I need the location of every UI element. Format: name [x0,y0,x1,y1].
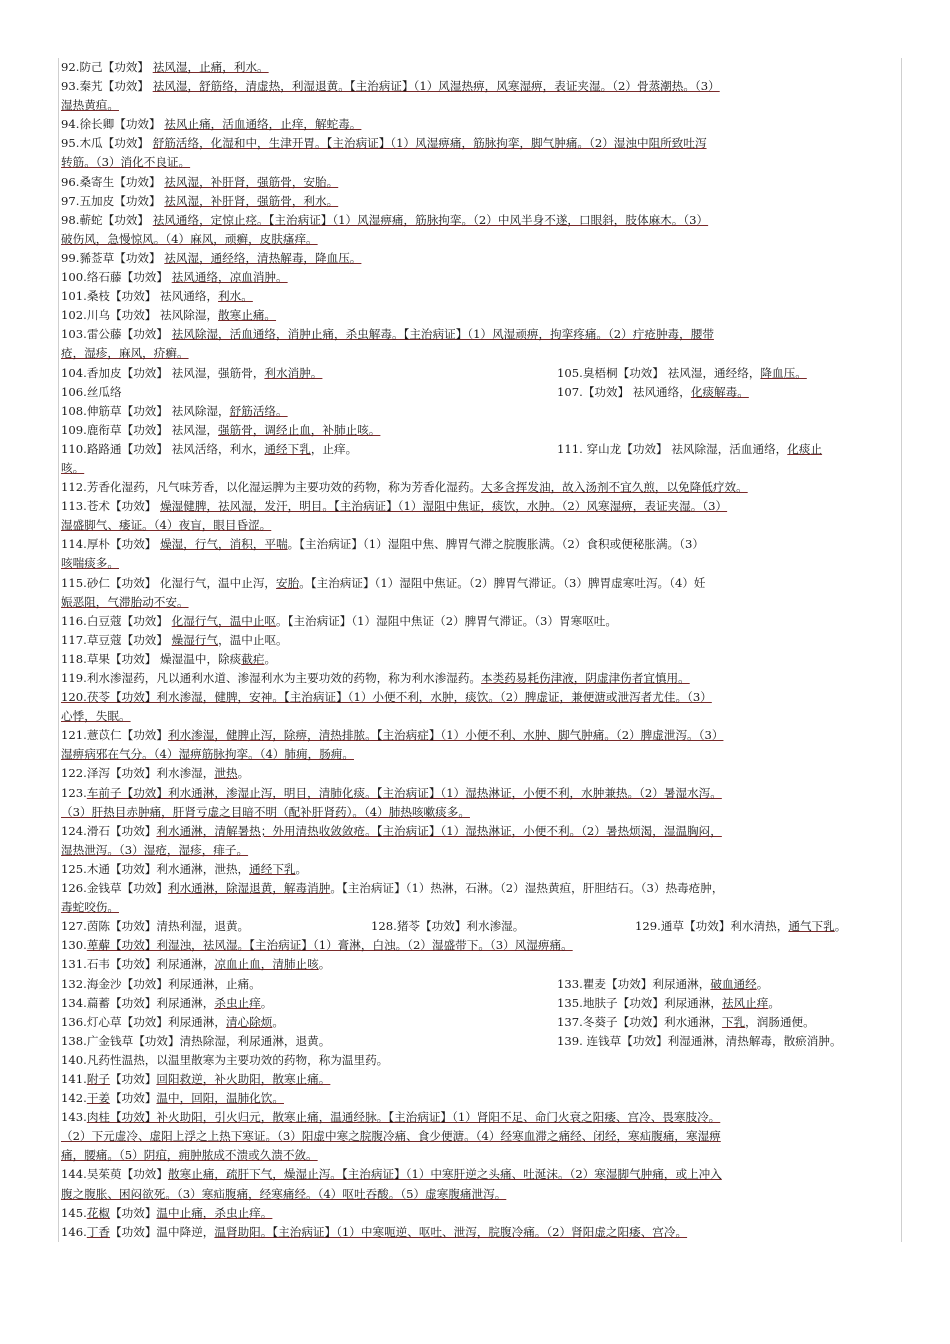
underlined-text: 湿热黄疸。 [61,98,119,113]
text-line [61,249,901,268]
column-entry [557,1013,901,1032]
text-segment: 110.路路通【功效】 祛风活络，利水， [61,441,265,456]
column-entry [61,1013,557,1032]
column-entry [557,364,901,383]
text-segment: 93.秦艽【功效】 [61,79,153,94]
column-entry [61,383,557,402]
underlined-text: 利水通淋，除湿退黄，解毒消肿 [167,881,331,896]
underlined-text: 通气下乳 [788,919,835,934]
text-line [61,917,901,936]
text-line [61,936,901,955]
underlined-text: （3）肝热目赤肿痛，肝肾亏虚之目暗不明（配补肝肾药）。（4）肺热咳嗽痰多。 [61,804,470,819]
text-segment: 96.桑寄生【功效】 [61,174,165,189]
text-line [61,134,901,153]
text-line [61,803,901,822]
underlined-text: 120.茯苓【功效】利水渗湿，健脾，安神。【主治病证】（1）小便不利，水肿，痰饮。（2）脾虚证，兼便溏或泄泻者尤佳。（3） [61,690,712,705]
text-segment: 132.海金沙【功效】利尿通淋，止痛。 [61,976,261,991]
text-segment: 。 [318,957,331,972]
text-line [61,688,901,707]
text-line [61,153,901,172]
text-line [61,268,901,287]
text-segment: 118.草果【功效】 燥湿温中，除痰 [61,651,242,666]
text-segment: 101.桑枝【功效】 祛风通络， [61,289,219,304]
text-line [61,364,901,383]
underlined-text: 干姜 [86,1091,111,1106]
text-line [61,1165,901,1184]
text-line [61,554,901,573]
column-entry [635,917,897,936]
underlined-text: 降血压。 [760,365,807,380]
underlined-text: 燥湿，行气，消积，平喘 [160,537,288,552]
text-segment: 。【主治病证】（1）湿阻中焦证。（2）脾胃气滞证。（3）脾胃虚寒吐泻。（4）妊 [299,575,706,590]
text-line [61,77,901,96]
document-page [58,58,902,1242]
text-line [61,955,901,974]
text-segment: 。 [756,976,769,991]
text-line [61,192,901,211]
text-line [61,325,901,344]
text-line [61,784,901,803]
column-entry [61,917,371,936]
text-line [61,440,901,459]
underlined-text: 破伤风，急慢惊风。（4）麻风，顽癣，皮肤瘙痒。 [61,231,318,246]
text-segment: 98.蕲蛇【功效】 [61,212,153,227]
text-line [61,173,901,192]
text-line [61,1204,901,1223]
text-segment: 134.萹蓄【功效】利尿通淋， [61,995,215,1010]
text-line [61,211,901,230]
text-segment: 94.徐长卿【功效】 [61,117,165,132]
column-entry [557,975,901,994]
text-segment: 141. [61,1071,87,1086]
column-entry [61,364,557,383]
underlined-text: 咳。 [61,460,85,475]
text-segment: 138.广金钱草【功效】清热除湿，利尿通淋，退黄。 [61,1033,331,1048]
underlined-text: 散寒止痛，疏肝下气，燥湿止泻。【主治病证】（1）中寒肝逆之头痛、吐涎沫。（2）寒湿脚气肿痛，或上冲入 [167,1167,722,1182]
text-line [61,1127,901,1146]
underlined-text: 车前子【功效】利水通淋，渗湿止泻，明目，清肺化痰。【主治病证】（1）湿热淋证，小便不利，水肿兼热。（2）暑湿水泻。 [86,785,722,800]
underlined-text: 回阳救逆，补火助阳，散寒止痛。 [156,1071,331,1086]
underlined-text: 祛风通络，定惊止痉。【主治病证】（1）风湿痹痛，筋脉拘挛。（2）中风半身不遂，口眼斜，肢体麻木。（3） [152,212,709,227]
underlined-text: 本类药易耗伤津液，阴虚津伤者宜慎用。 [481,671,690,685]
underlined-text: 清心除烦 [225,1014,273,1029]
text-segment: 【功效】 [110,1071,157,1086]
text-line [61,459,901,478]
underlined-text: 毒蛇咬伤。 [61,900,119,915]
underlined-text: 祛风止痛，活血通络，止痒，解蛇毒。 [164,117,362,132]
underlined-text: 利水。 [218,289,253,304]
text-segment: 128.猪苓【功效】利水渗湿。 [371,919,525,934]
text-line [61,1013,901,1032]
text-line [61,650,901,669]
underlined-text: 腹之腹胀、困闷欲死。（3）寒疝腹痛，经寒痛经。（4）呕吐吞酸。（5）虚寒腹痛泄泻。 [61,1186,507,1201]
underlined-text: 舒筋活络，化湿和中，生津开胃。【主治病证】（1）风湿痹痛，筋脉拘挛，脚气肿痛。（2）湿浊中阻所致吐泻 [152,136,707,151]
column-entry [371,917,635,936]
text-segment: 115.砂仁【功效】 化湿行气，温中止泻， [61,575,277,590]
text-line [61,1146,901,1165]
underlined-text: 下乳 [721,1014,746,1029]
text-line [61,631,901,650]
underlined-text: 祛风湿，通经络，清热解毒，降血压。 [164,250,362,265]
text-line [61,745,901,764]
underlined-text: 萆薢【功效】利湿浊，祛风湿。【主治病证】（1）膏淋，白浊。（2）湿盛带下。（3）风湿痹痛。 [86,938,573,953]
text-segment: 99.豨莶草【功效】 [61,250,165,265]
text-segment: 140.凡药性温热，以温里散寒为主要功效的药物，称为温里药。 [61,1052,389,1067]
underlined-text: 化湿行气，温中止呕 [171,613,277,628]
text-line [61,841,901,860]
text-segment: ，温中止呕。 [218,632,288,647]
text-segment: ，止痒。 [310,441,358,456]
text-segment: 116.白豆蔻【功效】 [61,613,172,628]
text-segment: 146. [61,1224,87,1239]
text-line [61,1223,901,1242]
text-line [61,898,901,917]
underlined-text: 温中止痛，杀虫止痒。 [156,1205,273,1220]
underlined-text: 截疟 [241,651,265,666]
text-line [61,230,901,249]
underlined-text: 祛风除湿，活血通络，消肿止痛，杀虫解毒。【主治病证】（1）风湿顽痹，拘挛疼痛。（2）疔疮肿毒，腰带 [171,327,714,342]
column-entry [61,1032,557,1051]
text-segment: 124.滑石【功效】 [61,823,157,838]
underlined-text: 祛风止痒 [721,995,769,1010]
column-entry [557,994,901,1013]
text-line [61,860,901,879]
text-segment: 119.利水渗湿药，凡以通利水道、渗湿利水为主要功效的药物，称为利水渗湿药。 [61,671,482,685]
column-entry [61,440,557,459]
text-line [61,822,901,841]
text-segment: 106.丝瓜络 [61,384,122,399]
underlined-text: 破血通经 [710,976,757,991]
text-line [61,115,901,134]
text-segment: 。 [834,919,847,934]
underlined-text: 温中，回阳，温肺化饮。 [156,1091,284,1106]
underlined-text: 泄热 [214,766,238,781]
underlined-text: 利水通淋，清解暑热；外用清热收敛敛疮。【主治病证】（1）湿热淋证，小便不利。（2）暑热烦渴，湿温胸闷， [156,823,722,838]
text-line [61,669,901,688]
text-segment: 145. [61,1205,87,1220]
text-segment: 137.冬葵子【功效】利水通淋， [557,1014,722,1029]
underlined-text: 温肾助阳。【主治病证】（1）中寒呃逆、呕吐、泄泻，脘腹冷痛。（2）肾阳虚之阳痿、宫冷。 [214,1224,688,1239]
text-segment: 。 [264,651,277,666]
underlined-text: 花椒 [86,1205,111,1220]
text-segment: 142. [61,1091,87,1106]
text-segment: 100.络石藤【功效】 [61,270,172,285]
underlined-text: 湿痹病邪在气分。（4）湿痹筋脉拘挛。（4）肺痈，肠痈。 [61,747,354,762]
underlined-text: 舒筋活络。 [229,403,288,418]
underlined-text: 咳喘痰多。 [61,556,119,571]
text-segment: 105.臭梧桐【功效】 祛风湿，通经络， [557,365,761,380]
text-segment: 114.厚朴【功效】 [61,537,161,552]
column-entry [557,383,901,402]
text-segment: 95.木瓜【功效】 [61,136,153,151]
text-segment: 129.通草【功效】利水清热， [635,919,789,934]
underlined-text: 祛风通络，凉血消肿。 [171,270,288,285]
underlined-text: 祛风湿，舒筋络，清虚热，利湿退黄。【主治病证】（1）风湿热痹，风寒湿痹，表证夹湿。（2）骨蒸潮热。（3） [152,79,720,94]
text-segment: 【功效】温中降逆， [110,1224,215,1239]
text-segment: ，润肠通便。 [745,1014,815,1029]
text-line [61,497,901,516]
text-segment: 131.石韦【功效】利尿通淋， [61,957,215,972]
text-segment: 125.木通【功效】利水通淋，泄热， [61,861,250,876]
text-segment: 112.芳香化湿药，凡气味芳香，以化湿运脾为主要功效的药物，称为芳香化湿药。 [61,480,482,495]
underlined-text: 大多含挥发油，故入汤剂不宜久煎，以免降低疗效。 [481,480,748,495]
text-segment: 109.鹿衔草【功效】 祛风湿， [61,422,219,437]
underlined-text: 转筋。（3）消化不良证。 [61,155,191,170]
text-line [61,478,901,497]
underlined-text: 湿热泄泻。（3）湿疮，湿疹，痱子。 [61,842,249,857]
text-line [61,421,901,440]
text-segment: 121.薏苡仁【功效】 [61,728,168,743]
text-line [61,535,901,554]
text-line [61,58,901,77]
text-segment: 130. [61,938,87,953]
text-segment: 144.吴茱萸【功效】 [61,1167,168,1182]
text-segment: 。 [295,861,308,876]
text-line [61,574,901,593]
text-line [61,344,901,363]
underlined-text: 肉桂【功效】补火助阳，引火归元，散寒止痛，温通经脉。【主治病证】（1）肾阳不足、命门火衰之阳痿、宫冷、畏寒肢冷。 [86,1110,721,1125]
text-line [61,287,901,306]
text-line [61,593,901,612]
text-line [61,96,901,115]
text-segment: 117.草豆蔻【功效】 [61,632,172,647]
text-line [61,516,901,535]
text-segment: 97.五加皮【功效】 [61,193,165,208]
text-line [61,975,901,994]
underlined-text: 化痰解毒。 [690,384,749,399]
underlined-text: 丁香 [86,1224,111,1239]
underlined-text: 安胎 [276,575,300,590]
underlined-text: 祛风湿，止痛，利水。 [152,60,269,74]
text-line [61,383,901,402]
text-segment: 。【主治病证】（1）湿阻中焦证（2）脾胃气滞证。（3）胃寒呕吐。 [276,613,617,628]
underlined-text: 湿盛脚气、痿证。（4）夜盲，眼目昏涩。 [61,518,272,533]
text-segment: 108.伸筋草【功效】 祛风除湿， [61,403,230,418]
text-segment: 122.泽泻【功效】利水渗湿， [61,766,215,781]
text-segment: 。 [260,995,273,1010]
underlined-text: 燥湿健脾，祛风湿，发汗，明目。【主治病证】（1）湿阻中焦证，痰饮，水肿。（2）风寒湿痹，表证夹湿。（3） [160,499,728,514]
underlined-text: 燥湿行气 [171,632,219,647]
text-segment: 126.金钱草【功效】 [61,881,168,896]
text-line [61,1070,901,1089]
text-segment: 133.瞿麦【功效】利尿通淋， [557,976,711,991]
text-segment: 111. 穿山龙【功效】 祛风除湿，活血通络， [557,441,788,456]
underlined-text: 利水消肿。 [264,365,323,380]
text-segment: 136.灯心草【功效】利尿通淋， [61,1014,226,1029]
text-line [61,1089,901,1108]
underlined-text: 化痰止 [787,441,823,456]
column-entry [61,994,557,1013]
text-segment: 127.茵陈【功效】清热利湿，退黄。 [61,919,250,934]
underlined-text: 杀虫止痒 [214,995,261,1010]
underlined-text: 通经下乳 [249,861,296,876]
text-line [61,306,901,325]
text-segment: 。 [768,995,780,1010]
text-segment: 92.防己【功效】 [61,60,153,74]
column-entry [557,440,901,459]
text-line [61,1032,901,1051]
underlined-text: 利水渗湿，健脾止泻，除痹，清热排脓。【主治病症】（1）小便不利、水肿、脚气肿痛。（2）脾虚泄泻。（3） [167,728,724,743]
underlined-text: 通经下乳 [264,441,311,456]
underlined-text: 心悸，失眠。 [61,709,131,724]
text-segment: 。【主治病证】（1）湿阻中焦、脾胃气滞之脘腹胀满。（2）食积或便秘胀满。（3） [287,537,704,552]
text-segment: 143. [61,1110,87,1125]
underlined-text: 散寒止痛。 [218,308,277,323]
text-segment: 107.【功效】 祛风通络， [557,384,691,399]
underlined-text: 疮，湿疹，麻风，疥癣。 [61,346,189,361]
underlined-text: 痛，腰痛。（5）阴疽，痈肿脓成不溃或久溃不敛。 [61,1148,318,1163]
column-entry [557,1032,901,1051]
text-line [61,994,901,1013]
text-segment: 【功效】 [110,1205,157,1220]
text-segment: 113.苍术【功效】 [61,499,161,514]
underlined-text: 娠恶阻，气滞胎动不安。 [61,594,189,609]
text-segment: 。 [237,766,250,781]
text-segment: 102.川乌【功效】 祛风除湿， [61,308,219,323]
text-line [61,1108,901,1127]
text-line [61,707,901,726]
text-segment: 。【主治病证】（1）热淋，石淋。（2）湿热黄疸，肝胆结石。（3）热毒疮肿， [330,881,724,896]
text-line [61,879,901,898]
underlined-text: （2）下元虚冷、虚阳上浮之上热下寒证。（3）阳虚中寒之脘腹冷痛、食少便溏。（4）经寒血滞之痛经、闭经，寒疝腹痛，寒湿痹 [61,1129,721,1144]
text-segment: 103.雷公藤【功效】 [61,327,172,342]
text-segment: 139. 连钱草【功效】利湿通淋，清热解毒，散瘀消肿。 [557,1033,842,1048]
underlined-text: 祛风湿，补肝肾，强筋骨，利水。 [164,193,339,208]
text-segment: 【功效】 [110,1091,157,1106]
text-line [61,726,901,745]
text-segment: 104.香加皮【功效】 祛风湿，强筋骨， [61,365,265,380]
text-line [61,1185,901,1204]
text-line [61,402,901,421]
underlined-text: 祛风湿，补肝肾，强筋骨，安胎。 [164,174,339,189]
text-line [61,612,901,631]
underlined-text: 附子 [86,1071,111,1086]
text-line [61,1051,901,1070]
text-segment: 135.地肤子【功效】利尿通淋， [557,995,722,1010]
text-segment: 123. [61,785,87,800]
text-line [61,764,901,783]
underlined-text: 强筋骨，调经止血，补肺止咳。 [218,422,381,437]
underlined-text: 凉血止血，清肺止咳 [214,957,319,972]
column-entry [61,975,557,994]
text-segment: 。 [272,1014,284,1029]
